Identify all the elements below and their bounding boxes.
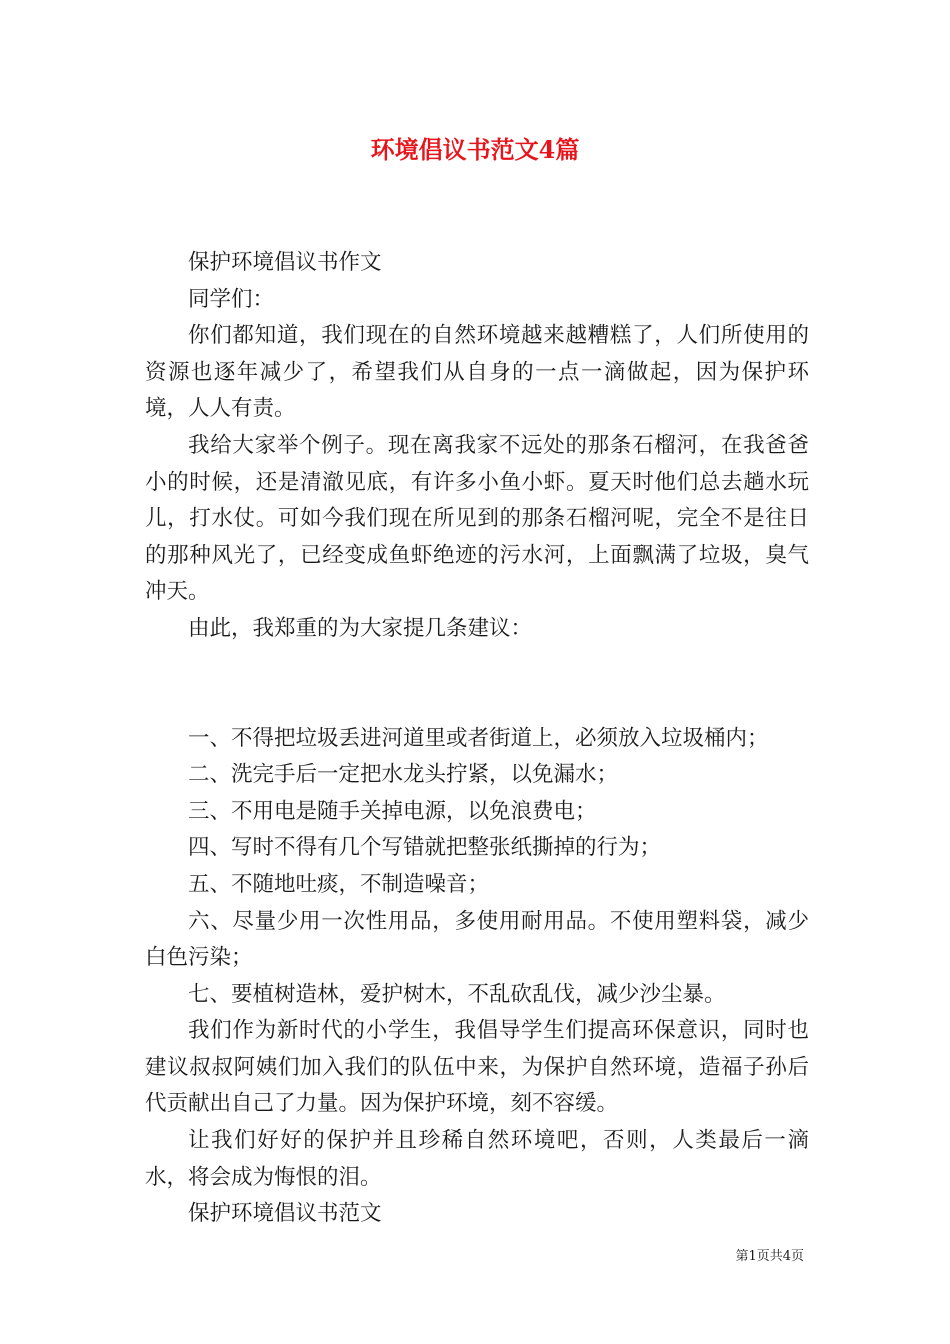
proposal-item: 七、要植树造林，爱护树木，不乱砍乱伐，减少沙尘暴。 [188,981,726,1007]
section-heading: 保护环境倡议书范文 [188,1201,382,1227]
paragraph: 我们作为新时代的小学生，我倡导学生们提高环保意识，同时也建议叔叔阿姨们加入我们的队伍中来，为保护自然环境，造福子孙后代贡献出自己了力量。因为保护环境，刻不容缓。 [145,1018,809,1117]
proposal-item: 五、不随地吐痰，不制造噪音； [188,871,490,897]
blank-space [145,648,809,721]
proposal-item: 三、不用电是随手关掉电源，以免浪费电； [188,798,597,824]
proposal-item: 二、洗完手后一定把水龙头拧紧，以免漏水； [188,762,619,788]
paragraph: 同学们： [188,286,275,312]
paragraph: 保护环境倡议书作文 [188,250,382,275]
paragraph: 你们都知道，我们现在的自然环境越来越糟糕了，人们所使用的资源也逐年减少了，希望我们从自身的一点一滴做起，因为保护环境，人人有责。 [145,323,809,422]
proposal-item: 六、尽量少用一次性用品，多使用耐用品。不使用塑料袋，减少白色污染； [145,908,809,971]
paragraph: 让我们好好的保护并且珍稀自然环境吧，否则，人类最后一滴水，将会成为悔恨的泪。 [145,1128,809,1190]
document-body [145,245,809,1233]
paragraph: 我给大家举个例子。现在离我家不远处的那条石榴河，在我爸爸小的时候，还是清澈见底，有许多小鱼小虾。夏天时他们总去趟水玩儿，打水仗。可如今我们现在所见到的那条石榴河呢，完全不是往日的那种风光了，已经变成鱼虾绝迹的污水河，上面飘满了垃圾，臭气冲天。 [145,432,809,605]
page-number: 第1页共4页 [735,1249,804,1264]
page-title: 环境倡议书范文4篇 [370,135,580,164]
proposal-item: 四、写时不得有几个写错就把整张纸撕掉的行为； [188,835,662,861]
proposal-item: 一、不得把垃圾丢进河道里或者街道上，必须放入垃圾桶内； [188,725,769,751]
paragraph: 由此，我郑重的为大家提几条建议： [188,615,533,641]
